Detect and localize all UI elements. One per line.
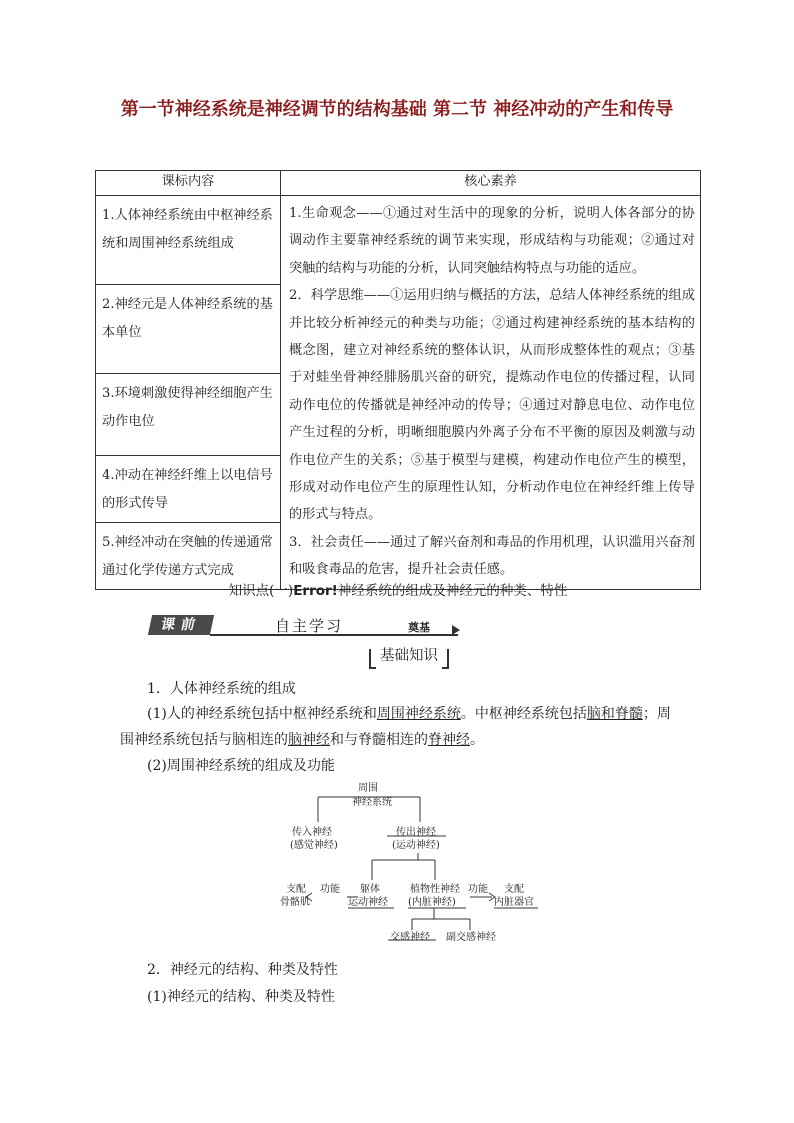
node-function-left: 功能 <box>320 884 340 895</box>
banner-arrow-icon <box>452 625 460 635</box>
text-span: 。中枢神经系统包括 <box>460 706 587 722</box>
banner-tag: 课前 <box>148 615 214 635</box>
paragraph-composition <box>147 702 707 726</box>
node-autonomic-2: (内脏神经) <box>408 897 456 908</box>
heading-nervous-system: 1．人体神经系统的组成 <box>147 681 296 697</box>
table-header-literacy: 核心素养 <box>281 171 701 196</box>
banner-tail: 奠基 <box>408 621 430 634</box>
node-function-right: 功能 <box>468 884 488 895</box>
section-title <box>95 579 701 599</box>
blank-answer: 脑和脊髓 <box>586 706 643 722</box>
text-span: (1)人的神经系统包括中枢神经系统和 <box>147 706 377 722</box>
node-somatic-1: 躯体 <box>360 884 380 895</box>
banner-title: 自主学习 <box>275 617 344 635</box>
literacy-item: 3．社会责任——通过了解兴奋剂和毒品的作用机理，认识滥用兴奋剂和吸食毒品的危害，提升社会责任感。 <box>289 534 695 578</box>
node-autonomic-1: 植物性神经 <box>410 884 460 895</box>
standard-cell: 4.冲动在神经纤维上以电信号的形式传导 <box>96 456 281 523</box>
node-target-left-2: 骨骼肌 <box>280 897 310 908</box>
standard-cell: 2.神经元是人体神经系统的基本单位 <box>96 285 281 374</box>
blank-answer: 脊神经 <box>428 732 470 748</box>
node-sympathetic: 交感神经 <box>390 932 430 943</box>
literacy-item: 1.生命观念——①通过对生活中的现象的分析，说明人体各部分的协调动作主要靠神经系统的调节来实现，形成结构与功能观；②通过对突触的结构与功能的分析，认同突触结构特点与功能的适应。 <box>289 206 695 276</box>
paragraph-neuron: (1)神经元的结构、种类及特性 <box>147 989 335 1005</box>
text-span: 围神经系统包括与脑相连的 <box>120 732 288 748</box>
peripheral-nervous-diagram <box>270 780 550 950</box>
node-efferent-1: 传出神经 <box>396 827 436 838</box>
standard-cell: 5.神经冲动在突触的传递通常通过化学传递方式完成 <box>96 523 281 590</box>
self-study-banner <box>150 615 465 639</box>
page-title: 第一节神经系统是神经调节的结构基础 第二节 神经冲动的产生和传导 <box>120 99 674 120</box>
node-root-1: 周围 <box>358 783 378 794</box>
node-parasympathetic: 副交感神经 <box>446 932 496 943</box>
section-prefix: 知识点(一) <box>228 583 294 599</box>
knowledge-box: 基础知识 <box>369 645 449 667</box>
diagram-lines <box>270 780 550 950</box>
table-header-row <box>96 171 701 196</box>
node-efferent-2: (运动神经) <box>392 840 440 851</box>
table-header-standards: 课标内容 <box>96 171 281 196</box>
node-target-right-1: 支配 <box>504 884 524 895</box>
section-suffix: 神经系统的组成及神经元的种类、特性 <box>337 583 568 599</box>
literacy-item: 2．科学思维——①运用归纳与概括的方法，总结人体神经系统的组成并比较分析神经元的种类与功能；②通过构建神经系统的基本结构的概念图，建立对神经系统的整体认识，从而形成整体性的观点；③基于对蛙坐骨神经腓肠肌兴奋的研究，提炼动作电位的传播过程，认同动作电位的传播就是神经冲动的传导；④通过对静息电位、动作电位产生过程的分析，明晰细胞膜内外离子分布不平衡的原因及刺激与动作电位产生的关系；⑤基于模型与建模，构建动作电位产生的模型，形成对动作电位产生的原理性认知，分析动作电位在神经纤维上传导的形式与特点。 <box>289 288 695 523</box>
blank-answer: 脑神经 <box>288 732 330 748</box>
standard-cell: 1.人体神经系统由中枢神经系统和周围神经系统组成 <box>96 196 281 285</box>
section-error-text: Error! <box>293 583 338 599</box>
text-span: 。 <box>470 732 484 748</box>
heading-neuron: 2．神经元的结构、种类及特性 <box>147 962 338 978</box>
node-afferent-2: (感觉神经) <box>290 840 338 851</box>
literacy-cell <box>281 196 701 590</box>
node-target-left-1: 支配 <box>286 884 306 895</box>
table-row <box>96 196 701 285</box>
blank-answer: 周围神经系统 <box>376 706 461 722</box>
node-afferent-1: 传入神经 <box>292 827 332 838</box>
standard-cell: 3.环境刺激使得神经细胞产生动作电位 <box>96 374 281 456</box>
node-target-right-2: 内脏器官 <box>494 897 534 908</box>
paragraph-composition-cont <box>120 728 700 752</box>
node-root-2: 神经系统 <box>352 797 392 808</box>
curriculum-table <box>95 170 701 590</box>
text-span: ；周 <box>642 706 671 722</box>
text-span: 和与脊髓相连的 <box>330 732 428 748</box>
node-somatic-2: 运动神经 <box>348 897 388 908</box>
paragraph-peripheral: (2)周围神经系统的组成及功能 <box>147 758 335 774</box>
